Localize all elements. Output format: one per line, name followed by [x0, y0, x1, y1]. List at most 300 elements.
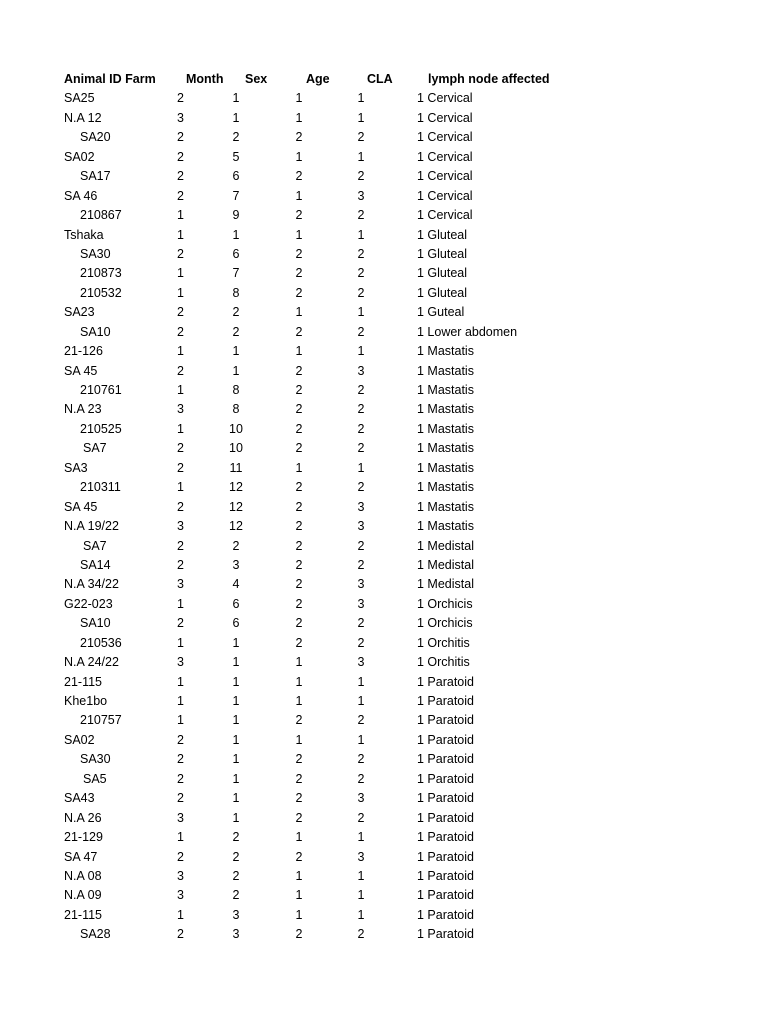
cell-animal-id: N.A 19/22: [64, 519, 119, 534]
cell-animal-id: G22-023: [64, 596, 113, 611]
cell-cla-lymph-node: 1 Paratoid: [417, 907, 474, 922]
cell-cla-lymph-node: 1 Mastatis: [417, 363, 474, 378]
cell-sex: 2: [295, 538, 303, 553]
cell-farm: 1: [177, 635, 184, 650]
table-row: [0, 595, 768, 614]
cell-age: 2: [357, 480, 365, 495]
table-row: [0, 789, 768, 808]
cell-cla-lymph-node: 1 Mastatis: [417, 441, 474, 456]
table-row: [0, 167, 768, 186]
cell-animal-id: 21-126: [64, 344, 103, 359]
cell-month: 2: [232, 849, 240, 864]
table-row: [0, 556, 768, 575]
table-row: [0, 906, 768, 925]
cell-farm: 1: [177, 480, 184, 495]
cell-farm: 1: [177, 907, 184, 922]
cell-farm: 2: [177, 538, 184, 553]
cell-farm: 3: [177, 577, 184, 592]
cell-farm: 3: [177, 888, 184, 903]
cell-animal-id: N.A 24/22: [64, 655, 119, 670]
cell-farm: 2: [177, 91, 184, 106]
cell-month: 12: [229, 519, 243, 534]
cell-cla-lymph-node: 1 Mastatis: [417, 460, 474, 475]
cell-month: 1: [232, 810, 240, 825]
cell-age: 1: [357, 305, 365, 320]
cell-animal-id: SA10: [80, 324, 111, 339]
cell-farm: 1: [177, 266, 184, 281]
cell-sex: 1: [295, 149, 303, 164]
table-row: [0, 828, 768, 847]
cell-cla-lymph-node: 1 Medistal: [417, 557, 474, 572]
header-month: Month: [186, 72, 224, 86]
cell-month: 1: [232, 344, 240, 359]
cell-age: 2: [357, 246, 365, 261]
table-row: [0, 809, 768, 828]
cell-age: 2: [357, 285, 365, 300]
cell-cla-lymph-node: 1 Cervical: [417, 169, 473, 184]
cell-sex: 2: [295, 927, 303, 942]
cell-farm: 2: [177, 616, 184, 631]
cell-animal-id: N.A 12: [64, 110, 102, 125]
cell-farm: 2: [177, 246, 184, 261]
cell-animal-id: SA 45: [64, 499, 98, 514]
cell-farm: 1: [177, 344, 184, 359]
cell-sex: 2: [295, 169, 303, 184]
table-row: [0, 245, 768, 264]
cell-age: 3: [357, 849, 365, 864]
cell-month: 2: [232, 830, 240, 845]
cell-animal-id: SA43: [64, 791, 95, 806]
cell-farm: 2: [177, 441, 184, 456]
cell-sex: 2: [295, 810, 303, 825]
cell-month: 1: [232, 752, 240, 767]
cell-sex: 2: [295, 577, 303, 592]
cell-animal-id: 210536: [80, 635, 122, 650]
cell-animal-id: 210525: [80, 421, 122, 436]
table-row: [0, 400, 768, 419]
cell-age: 2: [357, 635, 365, 650]
table-row: [0, 537, 768, 556]
cell-age: 2: [357, 324, 365, 339]
cell-animal-id: 210761: [80, 383, 122, 397]
table-row: [0, 342, 768, 361]
cell-farm: 1: [177, 285, 184, 300]
cell-cla-lymph-node: 1 Lower abdomen: [417, 324, 518, 339]
cell-cla-lymph-node: 1 Cervical: [417, 188, 473, 203]
table-row: [0, 420, 768, 439]
cell-sex: 2: [295, 557, 303, 572]
cell-animal-id: N.A 26: [64, 810, 102, 825]
cell-animal-id: N.A 09: [64, 888, 102, 903]
cell-age: 2: [357, 752, 365, 767]
cell-farm: 3: [177, 402, 184, 417]
cell-age: 2: [357, 208, 365, 223]
cell-age: 1: [357, 227, 365, 242]
cell-cla-lymph-node: 1 Mastatis: [417, 519, 474, 534]
table-row: [0, 226, 768, 245]
cell-animal-id: SA7: [83, 538, 107, 553]
cell-cla-lymph-node: 1 Mastatis: [417, 383, 474, 397]
cell-age: 1: [357, 830, 365, 845]
cell-farm: 1: [177, 596, 184, 611]
table-row: [0, 459, 768, 478]
cell-cla-lymph-node: 1 Paratoid: [417, 732, 474, 747]
cell-cla-lymph-node: 1 Paratoid: [417, 694, 474, 708]
cell-cla-lymph-node: 1 Paratoid: [417, 771, 474, 786]
cell-cla-lymph-node: 1 Mastatis: [417, 480, 474, 495]
cell-animal-id: SA17: [80, 169, 111, 184]
table-row: [0, 925, 768, 944]
cell-month: 1: [232, 674, 240, 689]
table-row: [0, 109, 768, 128]
cell-sex: 2: [295, 499, 303, 514]
table-row: [0, 575, 768, 594]
cell-sex: 1: [295, 344, 303, 359]
cell-age: 2: [357, 557, 365, 572]
cell-cla-lymph-node: 1 Paratoid: [417, 752, 474, 767]
table-row: [0, 731, 768, 750]
cell-month: 8: [232, 383, 240, 397]
cell-sex: 2: [295, 266, 303, 281]
cell-sex: 2: [295, 635, 303, 650]
cell-sex: 2: [295, 285, 303, 300]
cell-cla-lymph-node: 1 Orchitis: [417, 635, 470, 650]
cell-farm: 2: [177, 927, 184, 942]
cell-month: 12: [229, 480, 243, 495]
cell-month: 8: [232, 402, 240, 417]
cell-sex: 1: [295, 732, 303, 747]
cell-sex: 2: [295, 519, 303, 534]
cell-sex: 1: [295, 655, 303, 670]
header-animal-id-farm: Animal ID Farm: [64, 72, 156, 86]
cell-cla-lymph-node: 1 Paratoid: [417, 849, 474, 864]
cell-animal-id: SA23: [64, 305, 95, 320]
table-row: [0, 653, 768, 672]
table-row: [0, 381, 768, 400]
cell-month: 2: [232, 538, 240, 553]
cell-month: 6: [232, 616, 240, 631]
cell-farm: 2: [177, 460, 184, 475]
cell-farm: 2: [177, 324, 184, 339]
cell-month: 8: [232, 285, 240, 300]
cell-animal-id: 210873: [80, 266, 122, 281]
cell-animal-id: SA 45: [64, 363, 98, 378]
cell-animal-id: 210757: [80, 713, 122, 728]
cell-month: 2: [232, 324, 240, 339]
cell-age: 2: [357, 713, 365, 728]
cell-age: 2: [357, 810, 365, 825]
cell-farm: 1: [177, 227, 184, 242]
cell-cla-lymph-node: 1 Medistal: [417, 577, 474, 592]
cell-cla-lymph-node: 1 Paratoid: [417, 868, 474, 883]
cell-month: 3: [232, 927, 240, 942]
cell-cla-lymph-node: 1 Cervical: [417, 149, 473, 164]
cell-cla-lymph-node: 1 Cervical: [417, 130, 473, 145]
cell-month: 1: [232, 227, 240, 242]
cell-month: 1: [232, 655, 240, 670]
cell-age: 3: [357, 655, 365, 670]
spreadsheet-table: [0, 70, 768, 945]
cell-age: 1: [357, 149, 365, 164]
cell-sex: 2: [295, 421, 303, 436]
cell-animal-id: SA30: [80, 246, 111, 261]
cell-month: 1: [232, 110, 240, 125]
cell-age: 3: [357, 499, 365, 514]
cell-animal-id: SA20: [80, 130, 111, 145]
table-row: [0, 867, 768, 886]
cell-animal-id: SA10: [80, 616, 111, 631]
cell-sex: 2: [295, 771, 303, 786]
cell-farm: 2: [177, 149, 184, 164]
cell-month: 9: [232, 208, 240, 223]
cell-age: 1: [357, 868, 365, 883]
cell-age: 1: [357, 694, 365, 708]
table-row: [0, 128, 768, 147]
cell-farm: 1: [177, 421, 184, 436]
cell-age: 2: [357, 266, 365, 281]
cell-animal-id: SA14: [80, 557, 111, 572]
cell-farm: 2: [177, 363, 184, 378]
table-row: [0, 614, 768, 633]
cell-sex: 2: [295, 849, 303, 864]
cell-sex: 1: [295, 830, 303, 845]
cell-cla-lymph-node: 1 Gluteal: [417, 227, 468, 242]
table-row: [0, 303, 768, 322]
cell-sex: 2: [295, 713, 303, 728]
cell-animal-id: 21-115: [64, 907, 102, 922]
cell-animal-id: Khe1bo: [64, 694, 108, 708]
cell-cla-lymph-node: 1 Guteal: [417, 305, 465, 320]
table-row: [0, 187, 768, 206]
cell-farm: 3: [177, 810, 184, 825]
cell-cla-lymph-node: 1 Paratoid: [417, 713, 474, 728]
cell-month: 1: [232, 635, 240, 650]
cell-farm: 3: [177, 655, 184, 670]
cell-farm: 2: [177, 557, 184, 572]
table-row: [0, 498, 768, 517]
cell-sex: 1: [295, 674, 303, 689]
cell-age: 2: [357, 771, 365, 786]
cell-month: 11: [229, 460, 243, 475]
header-lymph-node: lymph node affected: [428, 72, 550, 86]
cell-cla-lymph-node: 1 Mastatis: [417, 344, 474, 359]
table-row: [0, 848, 768, 867]
cell-month: 2: [232, 868, 240, 883]
cell-farm: 2: [177, 499, 184, 514]
cell-cla-lymph-node: 1 Orchicis: [417, 616, 473, 631]
cell-sex: 2: [295, 383, 303, 397]
cell-sex: 1: [295, 305, 303, 320]
cell-age: 2: [357, 538, 365, 553]
cell-cla-lymph-node: 1 Cervical: [417, 208, 473, 223]
cell-animal-id: Tshaka: [64, 227, 104, 242]
cell-animal-id: 210532: [80, 285, 122, 300]
cell-farm: 3: [177, 110, 184, 125]
cell-farm: 1: [177, 383, 184, 397]
cell-month: 1: [232, 363, 240, 378]
cell-sex: 2: [295, 441, 303, 456]
cell-age: 1: [357, 460, 365, 475]
cell-cla-lymph-node: 1 Gluteal: [417, 266, 468, 281]
cell-animal-id: SA02: [64, 149, 95, 164]
cell-cla-lymph-node: 1 Orchicis: [417, 596, 473, 611]
cell-farm: 2: [177, 849, 184, 864]
cell-month: 2: [232, 888, 240, 903]
cell-cla-lymph-node: 1 Paratoid: [417, 888, 474, 903]
table-row: [0, 692, 768, 711]
cell-animal-id: SA25: [64, 91, 95, 106]
cell-sex: 1: [295, 188, 303, 203]
cell-sex: 2: [295, 324, 303, 339]
cell-animal-id: SA3: [64, 460, 88, 475]
table-row: [0, 439, 768, 458]
cell-month: 7: [232, 188, 240, 203]
cell-sex: 1: [295, 460, 303, 475]
cell-month: 4: [232, 577, 240, 592]
table-row: [0, 264, 768, 283]
cell-age: 2: [357, 169, 365, 184]
cell-month: 7: [232, 266, 240, 281]
table-body: [0, 89, 768, 944]
cell-farm: 2: [177, 732, 184, 747]
cell-cla-lymph-node: 1 Cervical: [417, 110, 473, 125]
cell-cla-lymph-node: 1 Gluteal: [417, 285, 468, 300]
cell-age: 3: [357, 519, 365, 534]
table-row: [0, 750, 768, 769]
cell-animal-id: SA28: [80, 927, 111, 942]
table-row: [0, 886, 768, 905]
cell-cla-lymph-node: 1 Gluteal: [417, 246, 468, 261]
cell-sex: 1: [295, 907, 303, 922]
table-row: [0, 323, 768, 342]
cell-farm: 3: [177, 868, 184, 883]
cell-month: 3: [232, 907, 240, 922]
cell-age: 3: [357, 188, 365, 203]
table-row: [0, 362, 768, 381]
cell-sex: 2: [295, 791, 303, 806]
cell-animal-id: SA 47: [64, 849, 98, 864]
cell-month: 1: [232, 791, 240, 806]
cell-age: 2: [357, 421, 365, 436]
cell-month: 6: [232, 596, 240, 611]
cell-farm: 1: [177, 694, 184, 708]
cell-month: 1: [232, 91, 240, 106]
cell-age: 2: [357, 130, 365, 145]
cell-age: 3: [357, 363, 365, 378]
cell-sex: 2: [295, 130, 303, 145]
table-row: [0, 673, 768, 692]
cell-farm: 1: [177, 674, 184, 689]
cell-month: 10: [229, 441, 243, 456]
cell-farm: 2: [177, 791, 184, 806]
cell-farm: 2: [177, 169, 184, 184]
cell-cla-lymph-node: 1 Paratoid: [417, 810, 474, 825]
table-row: [0, 770, 768, 789]
cell-sex: 2: [295, 402, 303, 417]
header-row: [0, 70, 768, 89]
cell-age: 2: [357, 927, 365, 942]
cell-age: 1: [357, 674, 365, 689]
table-row: [0, 478, 768, 497]
cell-farm: 2: [177, 305, 184, 320]
header-sex: Sex: [245, 72, 268, 86]
cell-animal-id: N.A 08: [64, 868, 102, 883]
cell-cla-lymph-node: 1 Paratoid: [417, 791, 474, 806]
cell-age: 2: [357, 441, 365, 456]
header-cla: CLA: [367, 72, 393, 86]
table-row: [0, 206, 768, 225]
table-row: [0, 517, 768, 536]
cell-sex: 2: [295, 480, 303, 495]
cell-month: 1: [232, 694, 240, 708]
cell-age: 1: [357, 888, 365, 903]
table-row: [0, 148, 768, 167]
cell-sex: 2: [295, 208, 303, 223]
cell-farm: 2: [177, 130, 184, 145]
cell-month: 1: [232, 732, 240, 747]
cell-farm: 1: [177, 713, 184, 728]
cell-sex: 1: [295, 110, 303, 125]
cell-farm: 3: [177, 519, 184, 534]
cell-month: 6: [232, 246, 240, 261]
cell-age: 1: [357, 344, 365, 359]
cell-sex: 2: [295, 752, 303, 767]
cell-sex: 2: [295, 246, 303, 261]
cell-age: 1: [357, 110, 365, 125]
cell-month: 1: [232, 771, 240, 786]
cell-month: 2: [232, 305, 240, 320]
cell-sex: 1: [295, 694, 303, 708]
cell-cla-lymph-node: 1 Paratoid: [417, 927, 474, 942]
table-row: [0, 711, 768, 730]
cell-farm: 2: [177, 188, 184, 203]
cell-sex: 1: [295, 888, 303, 903]
cell-animal-id: N.A 34/22: [64, 577, 119, 592]
cell-age: 2: [357, 616, 365, 631]
cell-animal-id: 21-129: [64, 830, 103, 845]
table-row: [0, 89, 768, 108]
cell-sex: 1: [295, 868, 303, 883]
cell-cla-lymph-node: 1 Paratoid: [417, 830, 474, 845]
cell-age: 1: [357, 732, 365, 747]
cell-month: 10: [229, 421, 243, 436]
cell-month: 3: [232, 557, 240, 572]
cell-cla-lymph-node: 1 Mastatis: [417, 499, 474, 514]
cell-sex: 2: [295, 363, 303, 378]
cell-age: 1: [357, 907, 365, 922]
cell-age: 2: [357, 383, 365, 397]
cell-animal-id: N.A 23: [64, 402, 102, 417]
cell-month: 2: [232, 130, 240, 145]
cell-farm: 2: [177, 752, 184, 767]
cell-animal-id: SA 46: [64, 188, 98, 203]
cell-animal-id: 210311: [80, 480, 121, 495]
cell-month: 12: [229, 499, 243, 514]
header-age: Age: [306, 72, 330, 86]
cell-sex: 2: [295, 616, 303, 631]
cell-age: 1: [357, 91, 365, 106]
cell-farm: 1: [177, 830, 184, 845]
cell-animal-id: SA30: [80, 752, 111, 767]
cell-animal-id: SA7: [83, 441, 107, 456]
table-row: [0, 284, 768, 303]
cell-cla-lymph-node: 1 Mastatis: [417, 421, 474, 436]
cell-month: 6: [232, 169, 240, 184]
cell-cla-lymph-node: 1 Paratoid: [417, 674, 474, 689]
cell-sex: 1: [295, 91, 303, 106]
cell-animal-id: SA02: [64, 732, 95, 747]
cell-cla-lymph-node: 1 Orchitis: [417, 655, 470, 670]
